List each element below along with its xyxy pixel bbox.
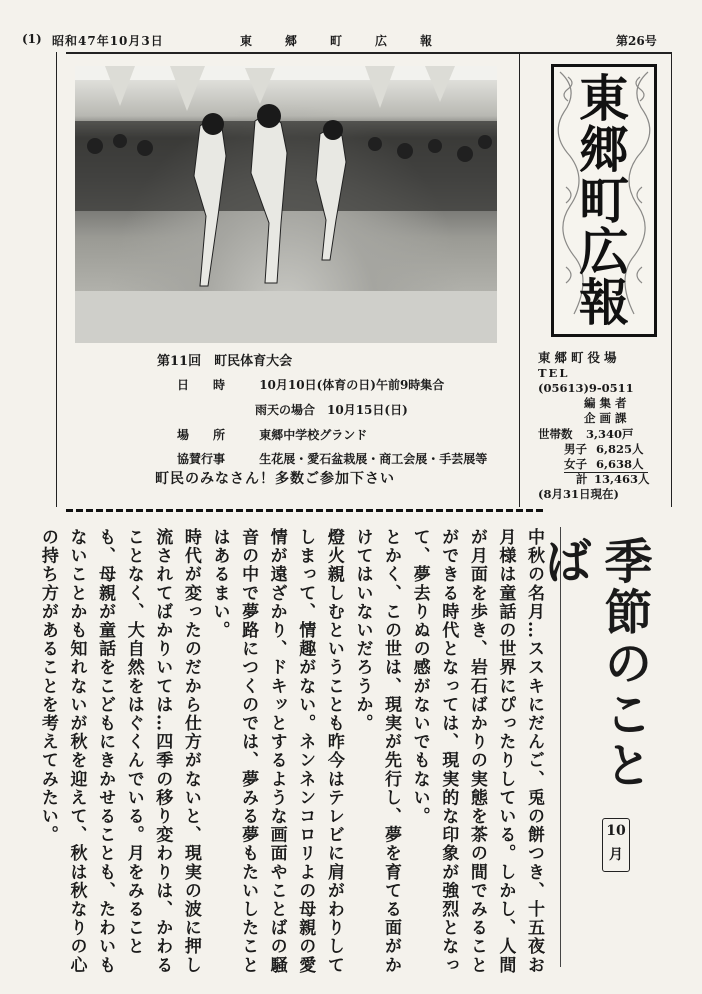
- column-paragraph: とかく、この世は、現実が先行し、夢を育てる面がかけてはいないだろうか。: [352, 528, 402, 975]
- event-label: 日 時: [177, 378, 226, 392]
- stat-value: 3,340戸: [586, 427, 634, 441]
- stat-total: [576, 472, 650, 487]
- event-invitation: 町民のみなさん！多数ご参加下さい: [155, 471, 395, 487]
- masthead-char: 報: [579, 273, 629, 332]
- tel-label: TEL: [538, 366, 570, 380]
- stat-male: [564, 442, 644, 457]
- issue-date: 昭和47年10月3日: [52, 34, 164, 48]
- header-rule: [66, 52, 672, 54]
- issue-number: 第26号: [616, 34, 657, 48]
- masthead-char: 町: [579, 171, 629, 230]
- runners-illustration: [75, 66, 497, 343]
- stat-label: 男子: [564, 442, 587, 456]
- event-value: 雨天の場合 10月15日(日): [255, 403, 408, 417]
- event-row-datetime: [177, 376, 444, 393]
- masthead-char: 郷: [579, 120, 629, 179]
- office-name: 東郷町役場: [538, 350, 621, 365]
- event-value: 10月10日(体育の日)午前9時集合: [259, 378, 445, 392]
- editor-name: 企 画 課: [584, 411, 627, 425]
- stats-as-of: (8月31日現在): [538, 487, 619, 501]
- stat-households: [538, 427, 634, 442]
- masthead: [551, 64, 657, 337]
- month-number: 10: [606, 823, 626, 839]
- top-block-divider: [519, 52, 520, 507]
- stat-female: [564, 457, 648, 473]
- sports-festival-photo: [75, 66, 497, 343]
- event-row-sponsored: [177, 450, 487, 467]
- column-paragraph: 時代が変ったのだから仕方がないと、現実の波に押し流されてばかりいては…四季の移り変わりは、かわることなく、大自然をはぐくんでいる。月をみることも、母親が童話をこどもにきかせることも、たわいもないことかも知れないが秋を迎えて、秋は秋なりの心の持ち方があることを考えてみたい。: [37, 528, 201, 975]
- month-unit: 月: [609, 847, 623, 863]
- stat-value: 6,825人: [596, 442, 644, 456]
- stat-value: 6,638人: [596, 457, 644, 471]
- right-border: [671, 52, 672, 507]
- left-border: [56, 52, 57, 507]
- masthead-title: [554, 69, 654, 332]
- masthead-char: 広: [579, 222, 629, 281]
- column-divider: [560, 527, 561, 967]
- page-header: [0, 0, 702, 60]
- editor-label: 編 集 者: [584, 396, 627, 410]
- stat-label: 女子: [564, 457, 587, 471]
- event-row-place: [177, 426, 367, 443]
- month-badge: [602, 818, 630, 872]
- seasonal-column-body: [37, 528, 548, 978]
- publication-title: 東郷町広報: [240, 34, 466, 48]
- column-heading: 季節のことば: [536, 536, 652, 791]
- event-notice: [75, 350, 515, 490]
- dashed-divider: [66, 509, 544, 512]
- event-row-rain: [255, 401, 408, 418]
- column-paragraph: 燈火親しむということも昨今はテレビに肩がわりしてしまって、情趣がない。ネンネンコロリよの母親の愛情が遠ざかり、ドキッとするような画面やことばの騒音の中で夢路につくのでは、夢みる夢もたいしたことはあるまい。: [209, 528, 344, 975]
- column-paragraph: 中秋の名月…ススキにだんご、兎の餅つき、十五夜お月様は童話の世界にぴったりしている。しかし、人間が月面を歩き、岩石ばかりの実態を茶の間でみることができる時代となっては、現実的な印象が強烈となって、夢去りぬの感がないでもない。: [409, 528, 544, 975]
- event-label: 場 所: [177, 428, 226, 442]
- masthead-char: 東: [579, 69, 629, 128]
- event-value: 東郷中学校グランド: [259, 428, 368, 442]
- office-info: [532, 348, 666, 501]
- event-value: 生花展・愛石盆栽展・商工会展・手芸展等: [259, 452, 488, 466]
- stat-value: 13,463人: [594, 472, 650, 486]
- event-title: 第11回 町民体育大会: [157, 354, 293, 369]
- stat-label: 世帯数: [538, 427, 573, 441]
- event-label: 協賛行事: [177, 452, 226, 466]
- tel-number: (05613)9-0511: [538, 381, 634, 395]
- page-number: (1): [22, 32, 42, 46]
- stat-label: 計: [576, 472, 588, 486]
